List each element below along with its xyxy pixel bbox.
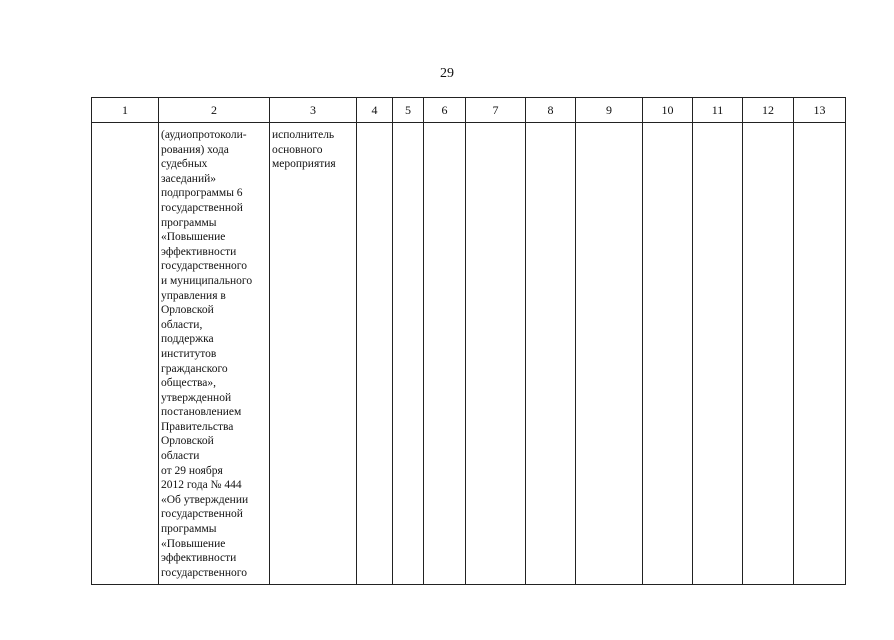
responsible-text: исполнитель основного мероприятия [272, 129, 336, 171]
cell-col-1 [92, 123, 159, 585]
column-header-9: 9 [576, 98, 643, 123]
cell-col-9 [576, 123, 643, 585]
column-header-8: 8 [526, 98, 576, 123]
cell-col-4 [357, 123, 393, 585]
column-header-12: 12 [743, 98, 794, 123]
cell-col-7 [466, 123, 526, 585]
table-row [92, 123, 846, 585]
column-header-4: 4 [357, 98, 393, 123]
column-header-2: 2 [159, 98, 270, 123]
cell-col-5 [393, 123, 424, 585]
data-table [91, 97, 846, 585]
cell-col-10 [643, 123, 693, 585]
column-header-6: 6 [424, 98, 466, 123]
column-header-1: 1 [92, 98, 159, 123]
cell-col-12 [743, 123, 794, 585]
column-header-5: 5 [393, 98, 424, 123]
cell-col-3-responsible [270, 123, 357, 585]
cell-col-2-measure-description [159, 123, 270, 585]
cell-col-6 [424, 123, 466, 585]
measure-description-text: (аудиопротоколи- рования) хода судебных заседаний» подпрограммы 6 государственной программы «Повышение эффективности государственного и муниципального управления в Орловской области, поддержка институтов гражданского общества», утвержденной постановлением Правительства Орловской области от 29 ноября 2012 года № 444 «Об утверждении государственной программы «Повышение эффективности государственного [161, 129, 253, 579]
column-header-11: 11 [693, 98, 743, 123]
column-header-10: 10 [643, 98, 693, 123]
cell-col-8 [526, 123, 576, 585]
cell-col-11 [693, 123, 743, 585]
column-header-7: 7 [466, 98, 526, 123]
column-header-3: 3 [270, 98, 357, 123]
cell-col-13 [794, 123, 846, 585]
page-number: 29 [440, 66, 454, 81]
header-row [92, 98, 846, 123]
column-header-13: 13 [794, 98, 846, 123]
